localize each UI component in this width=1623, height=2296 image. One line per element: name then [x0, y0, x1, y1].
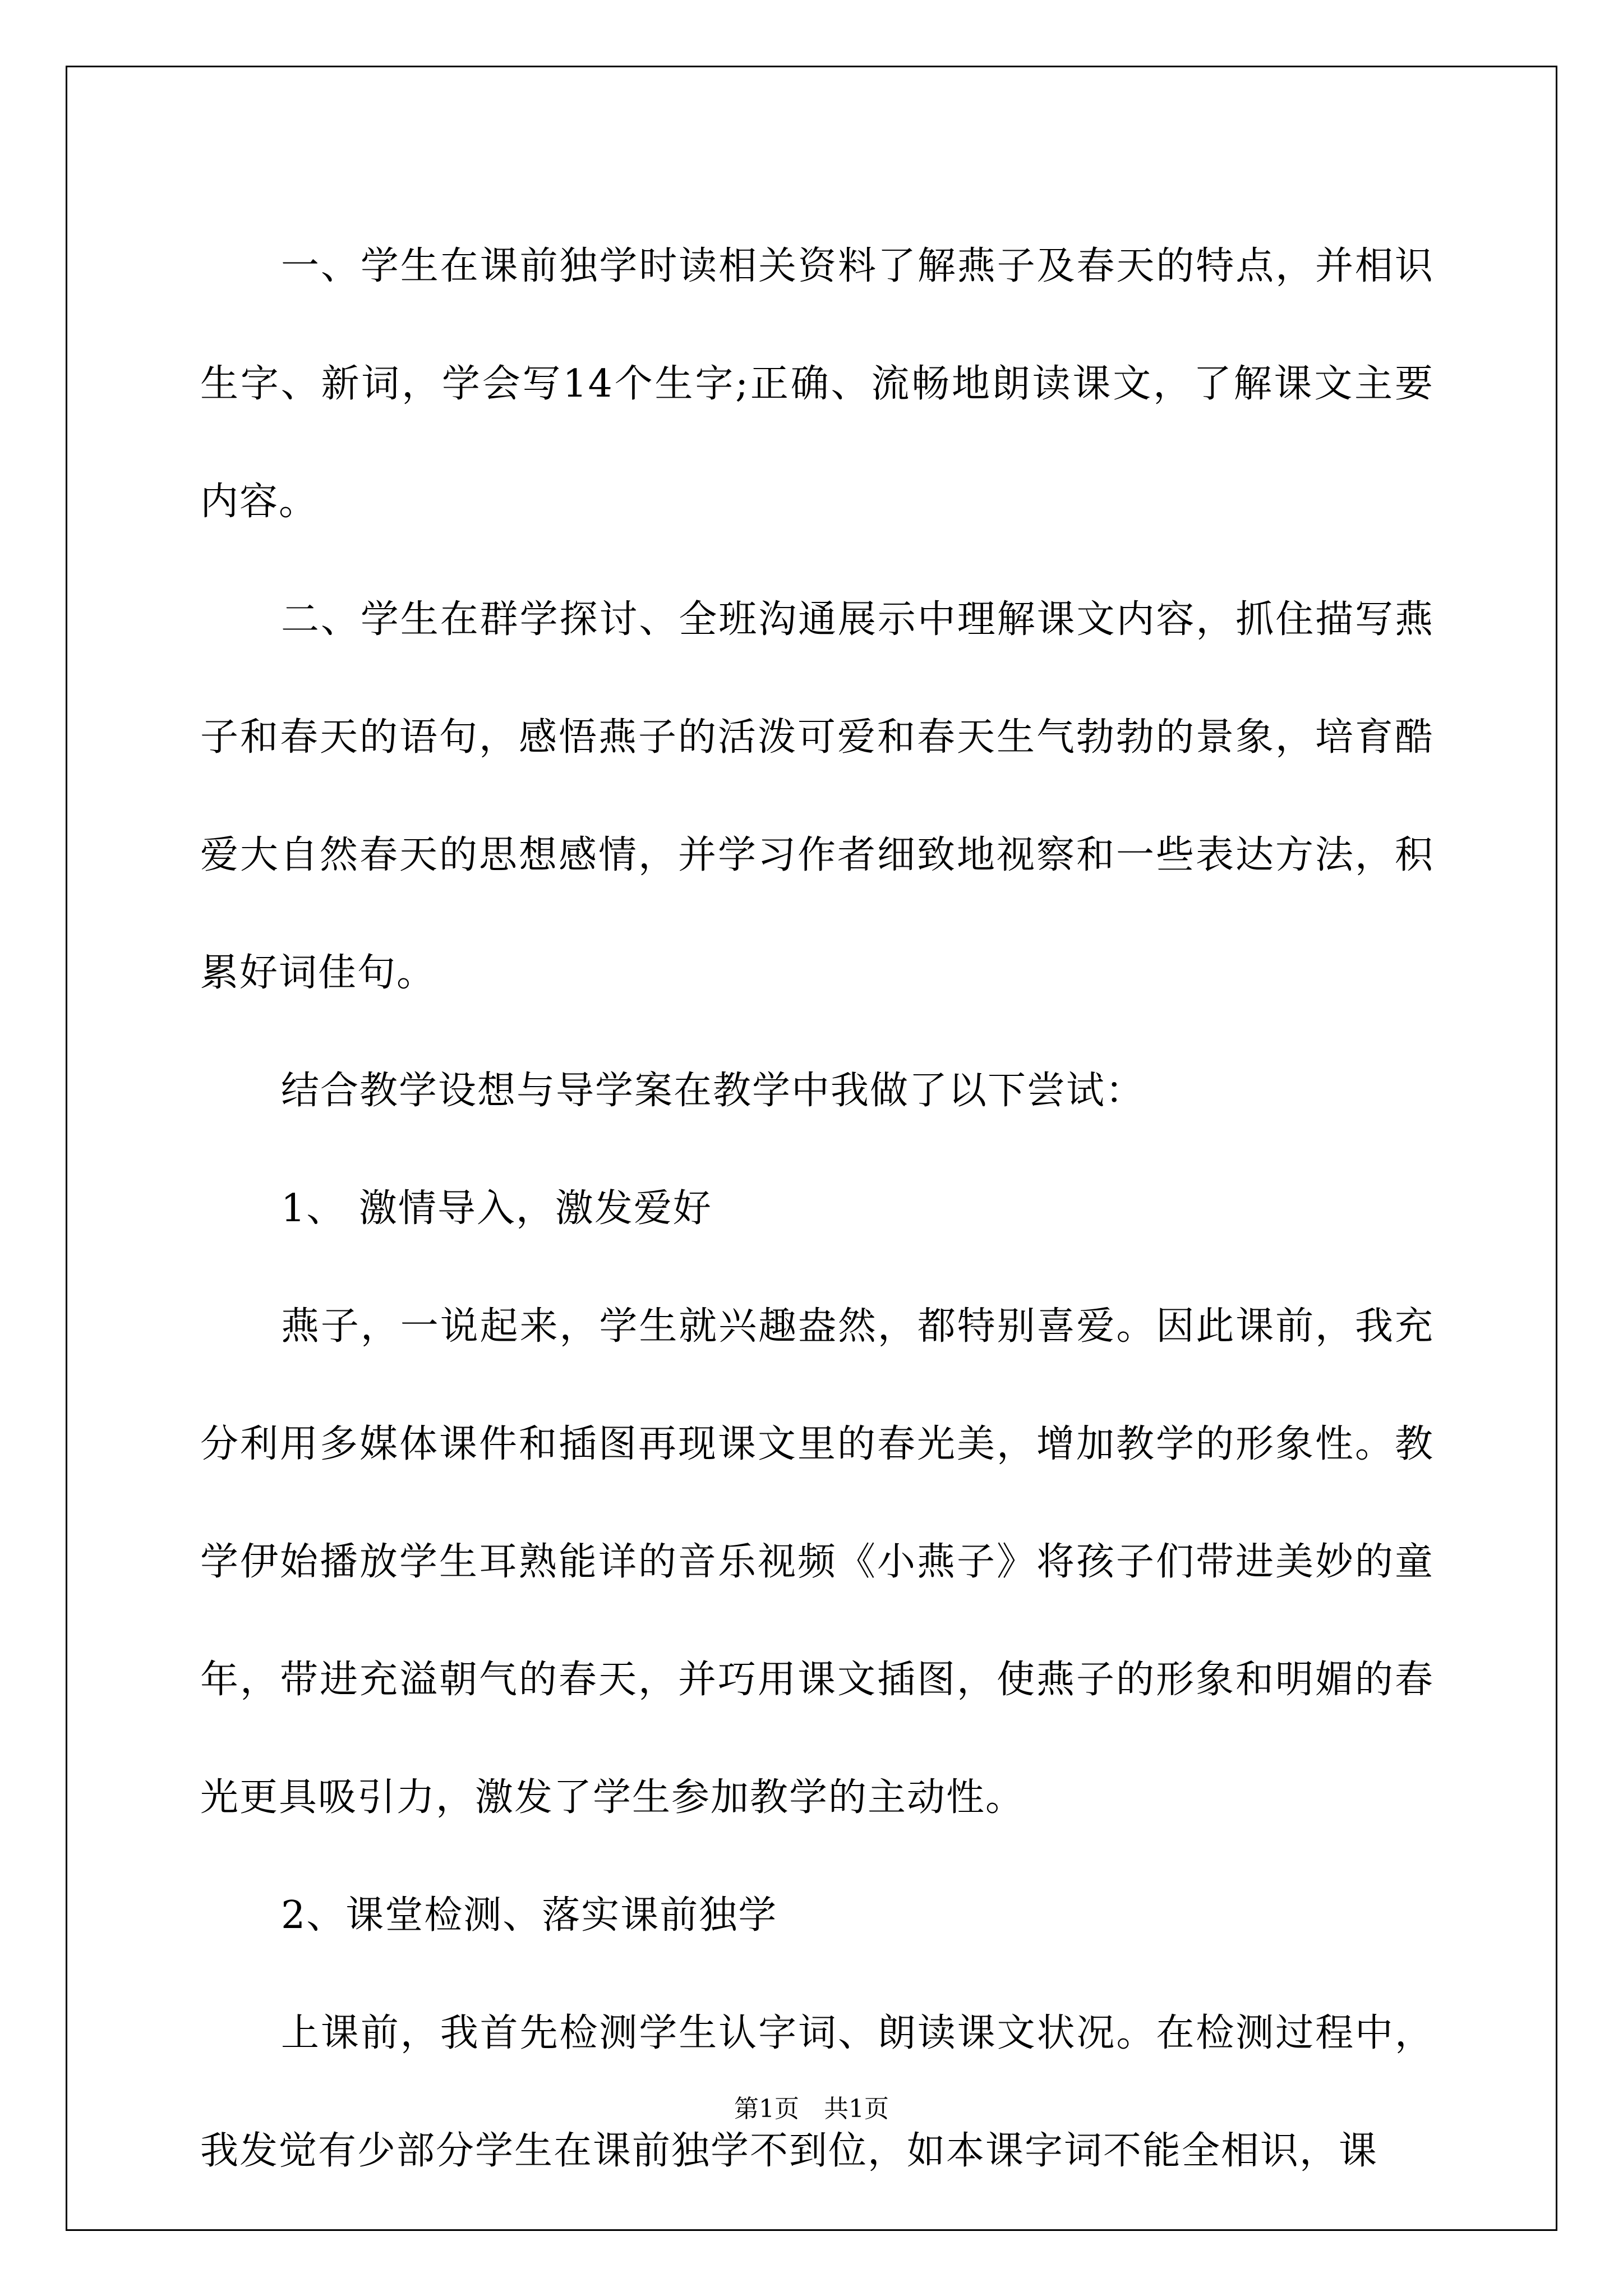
paragraph-section-2: 上课前，我首先检测学生认字词、朗读课文状况。在检测过程中，我发觉有少部分学生在课前独学不到位，如本课字词不能全相识，课 — [200, 2011, 1434, 2173]
section-heading-2: 2、课堂检测、落实课前独学 — [281, 1893, 778, 1938]
document-body — [200, 208, 1434, 2210]
section-heading-1: 1、 激情导入，激发爱好 — [281, 1186, 712, 1231]
paragraph-intro: 结合教学设想与导学案在教学中我做了以下尝试： — [281, 1069, 1145, 1113]
page-footer: 第1页 共1页 — [734, 2095, 889, 2123]
paragraph-objective-2: 二、学生在群学探讨、全班沟通展示中理解课文内容，抓住描写燕子和春天的语句，感悟燕子的活泼可爱和春天生气勃勃的景象，培育酷爱大自然春天的思想感情，并学习作者细致地视察和一些表达方法，积累好词佳句。 — [200, 597, 1434, 995]
paragraph-objective-1: 一、学生在课前独学时读相关资料了解燕子及春天的特点，并相识生字、新词，学会写14个生字;正确、流畅地朗读课文，了解课文主要内容。 — [200, 244, 1434, 524]
paragraph-section-1: 燕子，一说起来，学生就兴趣盎然，都特别喜爱。因此课前，我充分利用多媒体课件和插图再现课文里的春光美，增加教学的形象性。教学伊始播放学生耳熟能详的音乐视频《小燕子》将孩子们带进美妙的童年，带进充溢朝气的春天，并巧用课文插图，使燕子的形象和明媚的春光更具吸引力，激发了学生参加教学的主动性。 — [200, 1304, 1434, 1820]
